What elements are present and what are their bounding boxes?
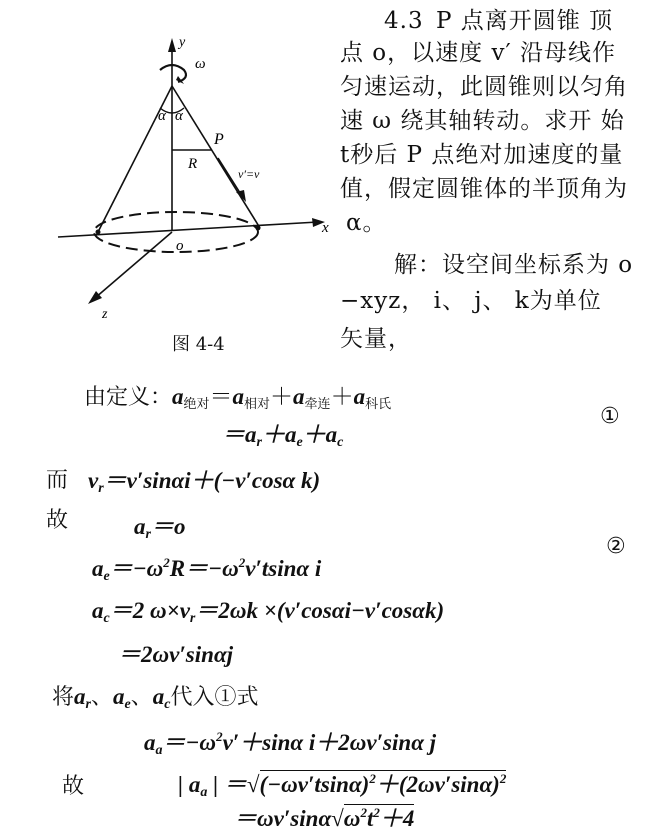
equation-marker-1: ① — [600, 404, 620, 429]
cone-figure — [0, 0, 340, 330]
problem-line-3: 匀速运动，此圆锥则以匀角 — [340, 74, 628, 100]
label-z: z — [102, 307, 108, 322]
label-R: R — [188, 156, 198, 172]
z-axis — [95, 232, 172, 298]
gu-label-1: 故 — [46, 508, 69, 533]
cone-right-edge — [172, 86, 260, 228]
solution-line-3: 矢量， — [340, 326, 412, 352]
definition-equation: 由定义：a绝对＝a相对＋a牵连＋a科氏 — [84, 384, 392, 412]
sqrt-sign-1: √ — [246, 772, 260, 797]
sqrt-sign-2: √ — [331, 806, 344, 831]
y-axis-arrow — [168, 38, 176, 52]
problem-line-6: 值，假定圆锥体的半顶角为 — [340, 176, 628, 202]
label-x: x — [322, 220, 329, 236]
label-P: P — [214, 131, 224, 148]
label-omega: ω — [195, 56, 206, 72]
ac-equation: $a_c=2$ $\omega\times v_r=2\omega k \times(v'\cos\alpha i-v'\cos\alpha k)$ — [92, 598, 445, 626]
label-alpha-right: α — [175, 108, 183, 124]
rotation-arrow — [160, 65, 186, 82]
x-axis — [58, 222, 318, 237]
figure-caption: 图 4-4 — [172, 334, 225, 355]
label-o: o — [176, 238, 184, 254]
substitution-line: 将$a_r$、$a_e$、$a_c$代入①式 — [52, 684, 259, 712]
problem-line-5: t秒后 P 点绝对加速度的量 — [340, 142, 624, 168]
magnitude-equation: | $a_a$ | $=√(-\omega v'tsin\alpha)^2+(2\omega v'\sin\alpha)^2$ — [178, 771, 507, 800]
problem-line-1: P 点离开圆锥 顶 — [436, 8, 614, 34]
aa-equation: $a_a=-\omega^2v'+\sin\alpha$ i＋2ωv′sinα j — [144, 729, 437, 758]
problem-line-7: α。 — [346, 210, 387, 236]
er-label: 而 — [46, 468, 69, 493]
problem-line-4: 速 ω 绕其轴转动。求开 始 — [340, 108, 625, 134]
gu-label-2: 故 — [62, 774, 85, 799]
equation-marker-2: ② — [606, 534, 626, 559]
ar-equation: $a_r=o$ — [134, 514, 186, 542]
final-result: $=\omega v'\sin\alpha√\omega^2t^2+4$ — [234, 805, 415, 831]
problem-number: 4.3 — [384, 8, 424, 34]
ae-equation: $a_e=-\omega^2R=-\omega^2v'tsin\alpha$ i — [92, 555, 322, 584]
problem-line-2: 点 o，以速度 v′ 沿母线作 — [340, 40, 616, 66]
solution-line-2: −xyz， i、 j、 k为单位 — [340, 288, 602, 314]
vr-equation: $v_r=v'\sin\alpha i+(-v'\cos\alpha$ k) — [88, 468, 321, 496]
label-y: y — [179, 35, 186, 50]
ac-equation-line-2: ＝2ωv′sinαj — [118, 642, 234, 667]
label-velocity: v′=v — [238, 167, 260, 181]
label-alpha-left: α — [158, 108, 166, 124]
solution-line-1: 解：设空间坐标系为 o — [394, 252, 634, 278]
equation-1: $=a_r+a_e+a_c$ — [222, 422, 344, 450]
